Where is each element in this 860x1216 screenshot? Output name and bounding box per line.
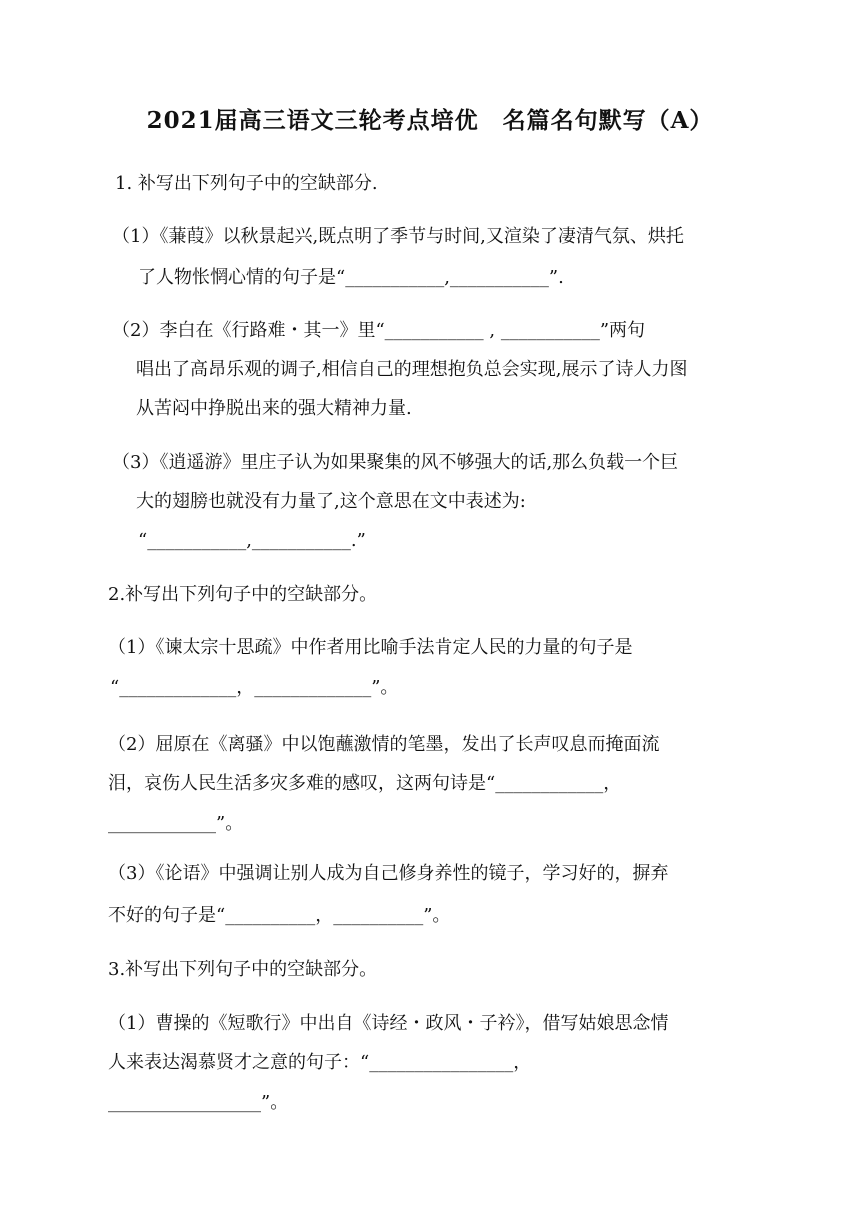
question-1-2-line-1: （2）李白在《行路难・其一》里“___________ , ___________”两句 <box>112 320 646 341</box>
question-2-3-line-2: 不好的句子是“__________，__________”。 <box>108 905 451 926</box>
question-2-2-line-2: 泪，哀伤人民生活多灾多难的感叹，这两句诗是“____________， <box>108 773 622 794</box>
question-1-3-line-1: （3）《逍遥游》里庄子认为如果聚集的风不够强大的话,那么负载一个巨 <box>112 452 679 473</box>
question-1-2-line-3: 从苦闷中挣脱出来的强大精神力量. <box>136 398 412 419</box>
question-3-1-line-3: _________________”。 <box>108 1092 289 1113</box>
question-2-2-line-1: （2）屈原在《离骚》中以饱蘸激情的笔墨，发出了长声叹息而掩面流 <box>108 734 660 755</box>
question-1-1-line-1: （1）《蒹葭》以秋景起兴,既点明了季节与时间,又渲染了凄清气氛、烘托 <box>112 226 684 247</box>
document-title: 2021届高三语文三轮考点培优 名篇名句默写（A） <box>146 107 714 134</box>
question-1-3-line-3: “___________,___________.” <box>138 530 366 551</box>
question-2-1-line-2: “_____________，_____________”。 <box>110 677 399 698</box>
question-1-2-line-2: 唱出了高昂乐观的调子,相信自己的理想抱负总会实现,展示了诗人力图 <box>136 359 688 380</box>
section-3-heading: 3.补写出下列句子中的空缺部分。 <box>108 959 378 980</box>
question-1-3-line-2: 大的翅膀也就没有力量了,这个意思在文中表述为: <box>136 491 526 512</box>
section-1-heading: 1. 补写出下列句子中的空缺部分. <box>115 173 378 194</box>
section-2-heading: 2.补写出下列句子中的空缺部分。 <box>108 584 378 605</box>
question-2-3-line-1: （3）《论语》中强调让别人成为自己修身养性的镜子，学习好的，摒弃 <box>108 863 669 884</box>
question-2-2-line-3: ____________”。 <box>108 813 244 834</box>
question-2-1-line-1: （1）《谏太宗十思疏》中作者用比喻手法肯定人民的力量的句子是 <box>108 637 633 658</box>
question-1-1-line-2: 了人物怅惘心情的句子是“___________,___________”. <box>138 267 564 288</box>
question-3-1-line-1: （1）曹操的《短歌行》中出自《诗经・政风・子衿》，借写姑娘思念情 <box>108 1013 669 1034</box>
question-3-1-line-2: 人来表达渴慕贤才之意的句子：“________________， <box>108 1052 532 1073</box>
